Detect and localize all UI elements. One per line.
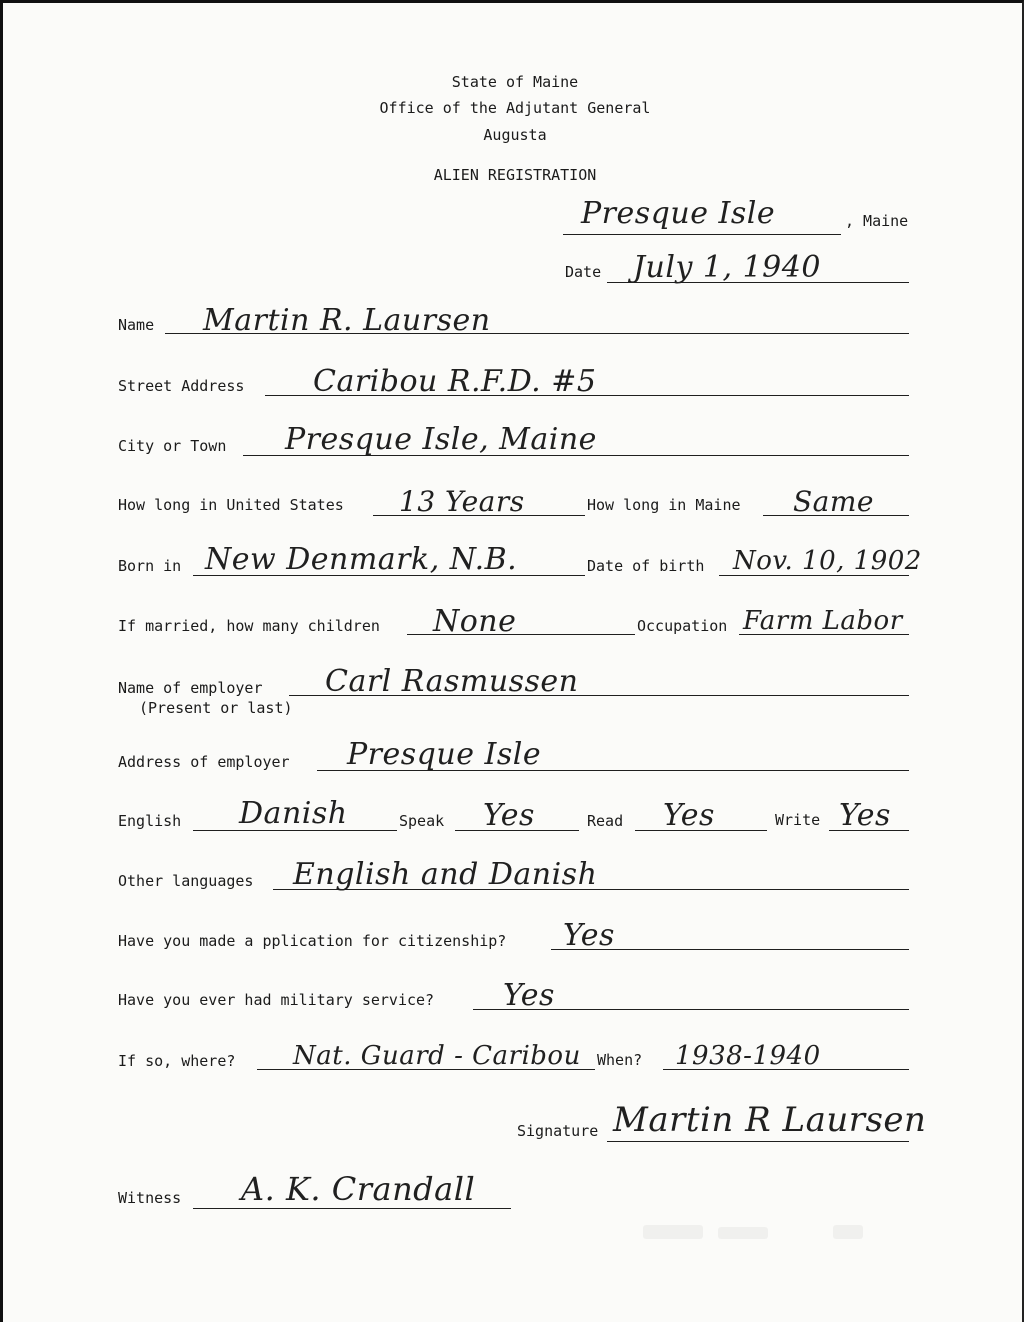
signature-entry: Martin R Laursen bbox=[613, 1100, 927, 1140]
signature-label: Signature bbox=[517, 1122, 599, 1140]
employer-name-entry: Carl Rasmussen bbox=[325, 664, 579, 699]
header-state: State of Maine bbox=[451, 73, 579, 91]
read-line bbox=[635, 830, 767, 831]
speak-entry: Yes bbox=[483, 798, 535, 833]
where-entry: Nat. Guard - Caribou bbox=[293, 1041, 581, 1071]
how-long-us-entry: 13 Years bbox=[399, 485, 525, 518]
speak-label: Speak bbox=[399, 812, 445, 830]
military-entry: Yes bbox=[503, 978, 555, 1013]
date-of-birth-label: Date of birth bbox=[587, 557, 705, 575]
other-languages-entry: English and Danish bbox=[293, 857, 598, 892]
date-entry: July 1, 1940 bbox=[633, 250, 821, 285]
witness-entry: A. K. Crandall bbox=[241, 1170, 476, 1208]
place-entry: Presque Isle bbox=[581, 196, 776, 231]
write-entry: Yes bbox=[839, 798, 891, 833]
children-line bbox=[407, 634, 635, 635]
faint-mark bbox=[643, 1225, 703, 1239]
place-line bbox=[563, 234, 841, 235]
citizenship-label: Have you made a pplication for citizenship? bbox=[118, 932, 507, 950]
when-entry: 1938-1940 bbox=[675, 1041, 821, 1071]
street-address-line bbox=[265, 395, 909, 396]
english-label: English bbox=[118, 812, 182, 830]
read-label: Read bbox=[587, 812, 624, 830]
witness-label: Witness bbox=[118, 1189, 182, 1207]
other-languages-label: Other languages bbox=[118, 872, 254, 890]
how-long-maine-line bbox=[763, 515, 909, 516]
name-entry: Martin R. Laursen bbox=[203, 303, 491, 338]
name-label: Name bbox=[118, 316, 155, 334]
speak-line bbox=[455, 830, 579, 831]
date-line bbox=[607, 282, 909, 283]
date-label: Date bbox=[565, 263, 602, 281]
date-of-birth-line bbox=[719, 575, 909, 576]
form-title: ALIEN REGISTRATION bbox=[433, 166, 597, 184]
where-label: If so, where? bbox=[118, 1052, 236, 1070]
occupation-entry: Farm Labor bbox=[743, 606, 903, 636]
faint-mark bbox=[718, 1227, 768, 1239]
occupation-line bbox=[739, 634, 909, 635]
employer-name-note: (Present or last) bbox=[139, 699, 293, 717]
witness-line bbox=[193, 1208, 511, 1209]
street-address-entry: Caribou R.F.D. #5 bbox=[313, 364, 597, 399]
english-line bbox=[193, 830, 397, 831]
other-languages-line bbox=[273, 889, 909, 890]
city-label: City or Town bbox=[118, 437, 227, 455]
header-office: Office of the Adjutant General bbox=[379, 99, 651, 117]
signature-line bbox=[607, 1141, 909, 1142]
how-long-maine-label: How long in Maine bbox=[587, 496, 741, 514]
employer-name-line bbox=[289, 695, 909, 696]
employer-address-line bbox=[317, 770, 909, 771]
when-label: When? bbox=[597, 1051, 643, 1069]
date-of-birth-entry: Nov. 10, 1902 bbox=[733, 546, 922, 576]
how-long-maine-entry: Same bbox=[793, 485, 874, 518]
children-entry: None bbox=[433, 604, 517, 639]
employer-name-label: Name of employer bbox=[118, 679, 263, 697]
city-entry: Presque Isle, Maine bbox=[285, 422, 597, 457]
read-entry: Yes bbox=[663, 798, 715, 833]
employer-address-entry: Presque Isle bbox=[347, 737, 542, 772]
born-in-line bbox=[193, 575, 585, 576]
header-city: Augusta bbox=[483, 126, 547, 144]
citizenship-line bbox=[551, 949, 909, 950]
write-line bbox=[829, 830, 909, 831]
children-label: If married, how many children bbox=[118, 617, 380, 635]
born-in-label: Born in bbox=[118, 557, 182, 575]
occupation-label: Occupation bbox=[637, 617, 728, 635]
name-line bbox=[165, 333, 909, 334]
how-long-us-label: How long in United States bbox=[118, 496, 344, 514]
citizenship-entry: Yes bbox=[563, 918, 615, 953]
faint-mark bbox=[833, 1225, 863, 1239]
employer-address-label: Address of employer bbox=[118, 753, 290, 771]
military-line bbox=[473, 1009, 909, 1010]
write-label: Write bbox=[775, 811, 821, 829]
where-line bbox=[257, 1069, 595, 1070]
military-label: Have you ever had military service? bbox=[118, 991, 435, 1009]
born-in-entry: New Denmark, N.B. bbox=[205, 542, 518, 577]
city-line bbox=[243, 455, 909, 456]
maine-label: , Maine bbox=[845, 212, 909, 230]
when-line bbox=[663, 1069, 909, 1070]
street-address-label: Street Address bbox=[118, 377, 245, 395]
english-entry: Danish bbox=[239, 796, 348, 831]
how-long-us-line bbox=[373, 515, 585, 516]
